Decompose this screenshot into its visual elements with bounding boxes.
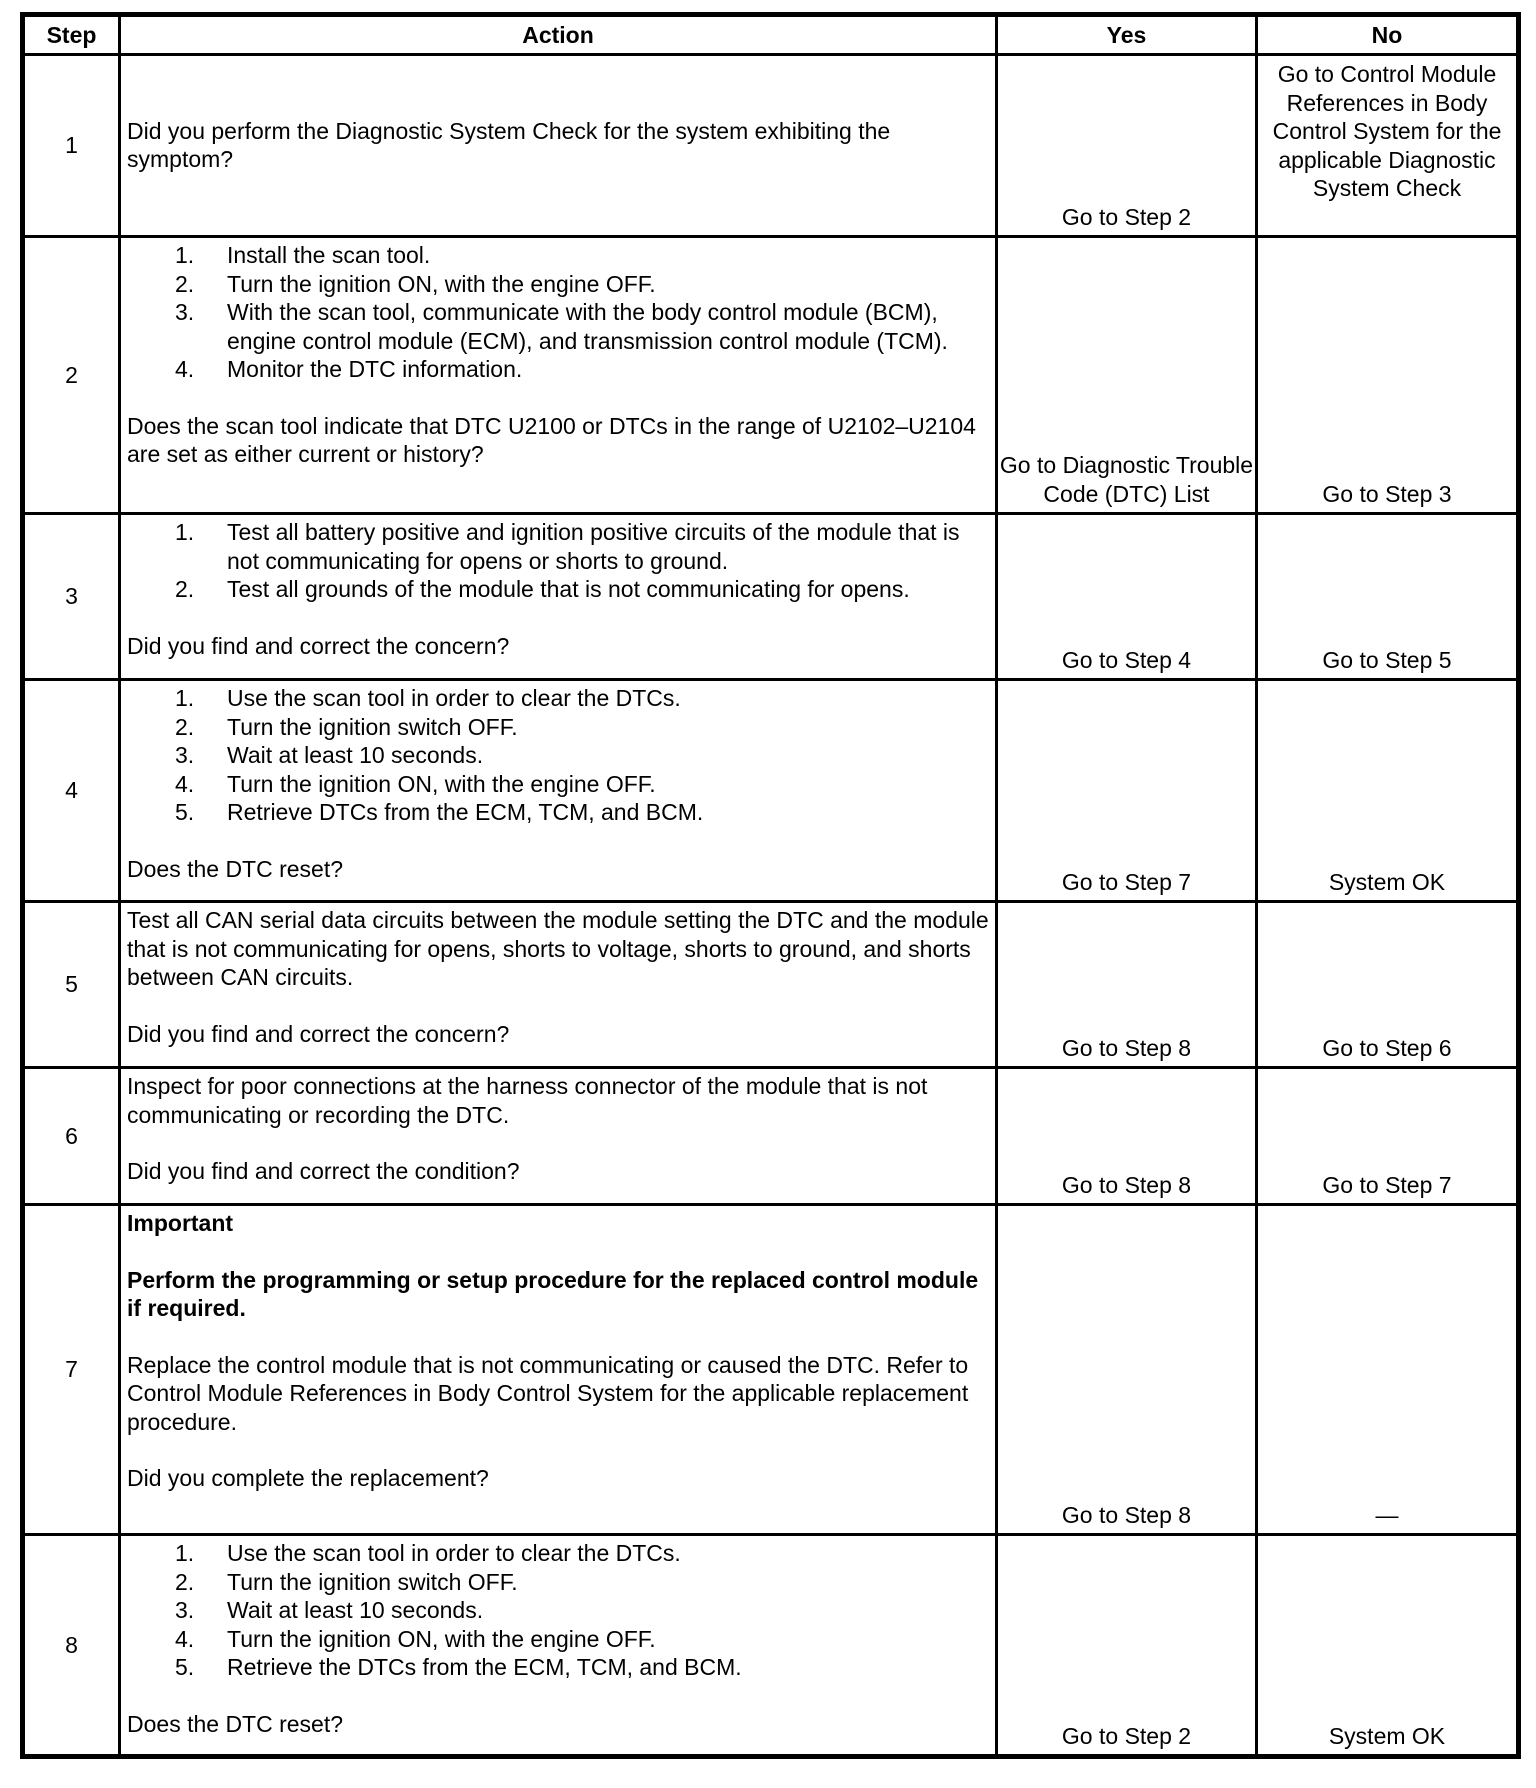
- table-row: [23, 680, 1519, 902]
- action-paragraph: Test all CAN serial data circuits between the module setting the DTC and the module that is not communicating for opens, shorts to voltage, shorts to ground, and shorts between CAN circuits.: [127, 907, 989, 990]
- diagnostic-table: [20, 12, 1521, 1759]
- list-item: 2. Turn the ignition switch OFF.: [175, 713, 518, 740]
- header-yes: Yes: [997, 15, 1257, 55]
- list-item: 2. Turn the ignition ON, with the engine OFF.: [175, 270, 656, 297]
- yes-cell: Go to Step 8: [997, 1205, 1257, 1535]
- action-steps-list: [127, 518, 991, 604]
- no-cell: Go to Step 3: [1257, 237, 1519, 514]
- no-cell: Go to Step 5: [1257, 514, 1519, 680]
- action-cell: [120, 1205, 997, 1535]
- header-step: Step: [23, 15, 120, 55]
- list-item: 4. Monitor the DTC information.: [175, 356, 523, 382]
- step-number: 8: [23, 1535, 120, 1757]
- action-question: Does the DTC reset?: [127, 1710, 344, 1737]
- action-cell: [120, 237, 997, 514]
- step-number: 4: [23, 680, 120, 902]
- header-no: No: [1257, 15, 1519, 55]
- table-row: [23, 237, 1519, 514]
- list-item: 1. Install the scan tool.: [175, 242, 431, 268]
- table-row: [23, 1535, 1519, 1757]
- step-number: 6: [23, 1068, 120, 1205]
- action-question: Does the DTC reset?: [127, 855, 344, 882]
- list-item: 5. Retrieve the DTCs from the ECM, TCM, and BCM.: [175, 1654, 742, 1680]
- no-cell: System OK: [1257, 680, 1519, 902]
- header-action: Action: [120, 15, 997, 55]
- header-row: [23, 15, 1519, 55]
- action-steps-list: [127, 684, 991, 827]
- yes-cell: Go to Step 2: [997, 1535, 1257, 1757]
- action-cell: [120, 1068, 997, 1205]
- yes-cell: Go to Step 4: [997, 514, 1257, 680]
- action-paragraph: Did you perform the Diagnostic System Check for the system exhibiting the symptom?: [127, 117, 891, 172]
- important-text: Perform the programming or setup procedure for the replaced control module if required.: [127, 1266, 979, 1321]
- list-item: 2. Test all grounds of the module that is not communicating for opens.: [175, 576, 910, 602]
- action-cell: [120, 680, 997, 902]
- action-paragraph: Replace the control module that is not communicating or caused the DTC. Refer to Control Module References in Body Control System for the applicable replacement procedure.: [127, 1351, 969, 1435]
- list-item: 1. Use the scan tool in order to clear the DTCs.: [175, 685, 681, 711]
- action-steps-list: [127, 1539, 991, 1682]
- table-row: [23, 1068, 1519, 1205]
- yes-cell: Go to Step 8: [997, 1068, 1257, 1205]
- action-question: Did you find and correct the condition?: [127, 1158, 520, 1184]
- step-number: 5: [23, 902, 120, 1068]
- important-label: Important: [127, 1210, 234, 1236]
- no-cell: Go to Control Module References in Body Control System for the applicable Diagnostic System Check: [1257, 55, 1519, 237]
- no-cell: —: [1257, 1205, 1519, 1535]
- list-item: 1. Use the scan tool in order to clear the DTCs.: [175, 1540, 681, 1566]
- yes-cell: Go to Diagnostic Trouble Code (DTC) List: [997, 237, 1257, 514]
- list-item: 3. With the scan tool, communicate with the body control module (BCM), engine control module (ECM), and transmission control module (TCM).: [175, 299, 948, 354]
- no-cell: Go to Step 6: [1257, 902, 1519, 1068]
- action-steps-list: [127, 241, 991, 384]
- list-item: 3. Wait at least 10 seconds.: [175, 742, 484, 768]
- list-item: 2. Turn the ignition switch OFF.: [175, 1568, 518, 1595]
- table-row: [23, 1205, 1519, 1535]
- step-number: 2: [23, 237, 120, 514]
- action-question: Did you find and correct the concern?: [127, 1020, 510, 1047]
- yes-cell: Go to Step 2: [997, 55, 1257, 237]
- action-cell: [120, 514, 997, 680]
- action-cell: [120, 55, 997, 237]
- list-item: 3. Wait at least 10 seconds.: [175, 1597, 484, 1623]
- step-number: 7: [23, 1205, 120, 1535]
- action-question: Does the scan tool indicate that DTC U2100 or DTCs in the range of U2102–U2104 are set as either current or history?: [127, 412, 976, 467]
- no-cell: System OK: [1257, 1535, 1519, 1757]
- yes-cell: Go to Step 7: [997, 680, 1257, 902]
- list-item: 4. Turn the ignition ON, with the engine OFF.: [175, 1625, 656, 1652]
- action-question: Did you complete the replacement?: [127, 1465, 489, 1491]
- list-item: 5. Retrieve DTCs from the ECM, TCM, and BCM.: [175, 799, 704, 825]
- no-cell: Go to Step 7: [1257, 1068, 1519, 1205]
- step-number: 1: [23, 55, 120, 237]
- yes-cell: Go to Step 8: [997, 902, 1257, 1068]
- action-cell: [120, 1535, 997, 1757]
- table-row: [23, 55, 1519, 237]
- action-question: Did you find and correct the concern?: [127, 632, 510, 659]
- action-cell: [120, 902, 997, 1068]
- table-row: [23, 514, 1519, 680]
- list-item: 4. Turn the ignition ON, with the engine OFF.: [175, 770, 656, 797]
- action-paragraph: Inspect for poor connections at the harness connector of the module that is not communicating or recording the DTC.: [127, 1073, 928, 1128]
- table-row: [23, 902, 1519, 1068]
- step-number: 3: [23, 514, 120, 680]
- list-item: 1. Test all battery positive and ignition positive circuits of the module that is not communicating for opens or shorts to ground.: [175, 519, 960, 574]
